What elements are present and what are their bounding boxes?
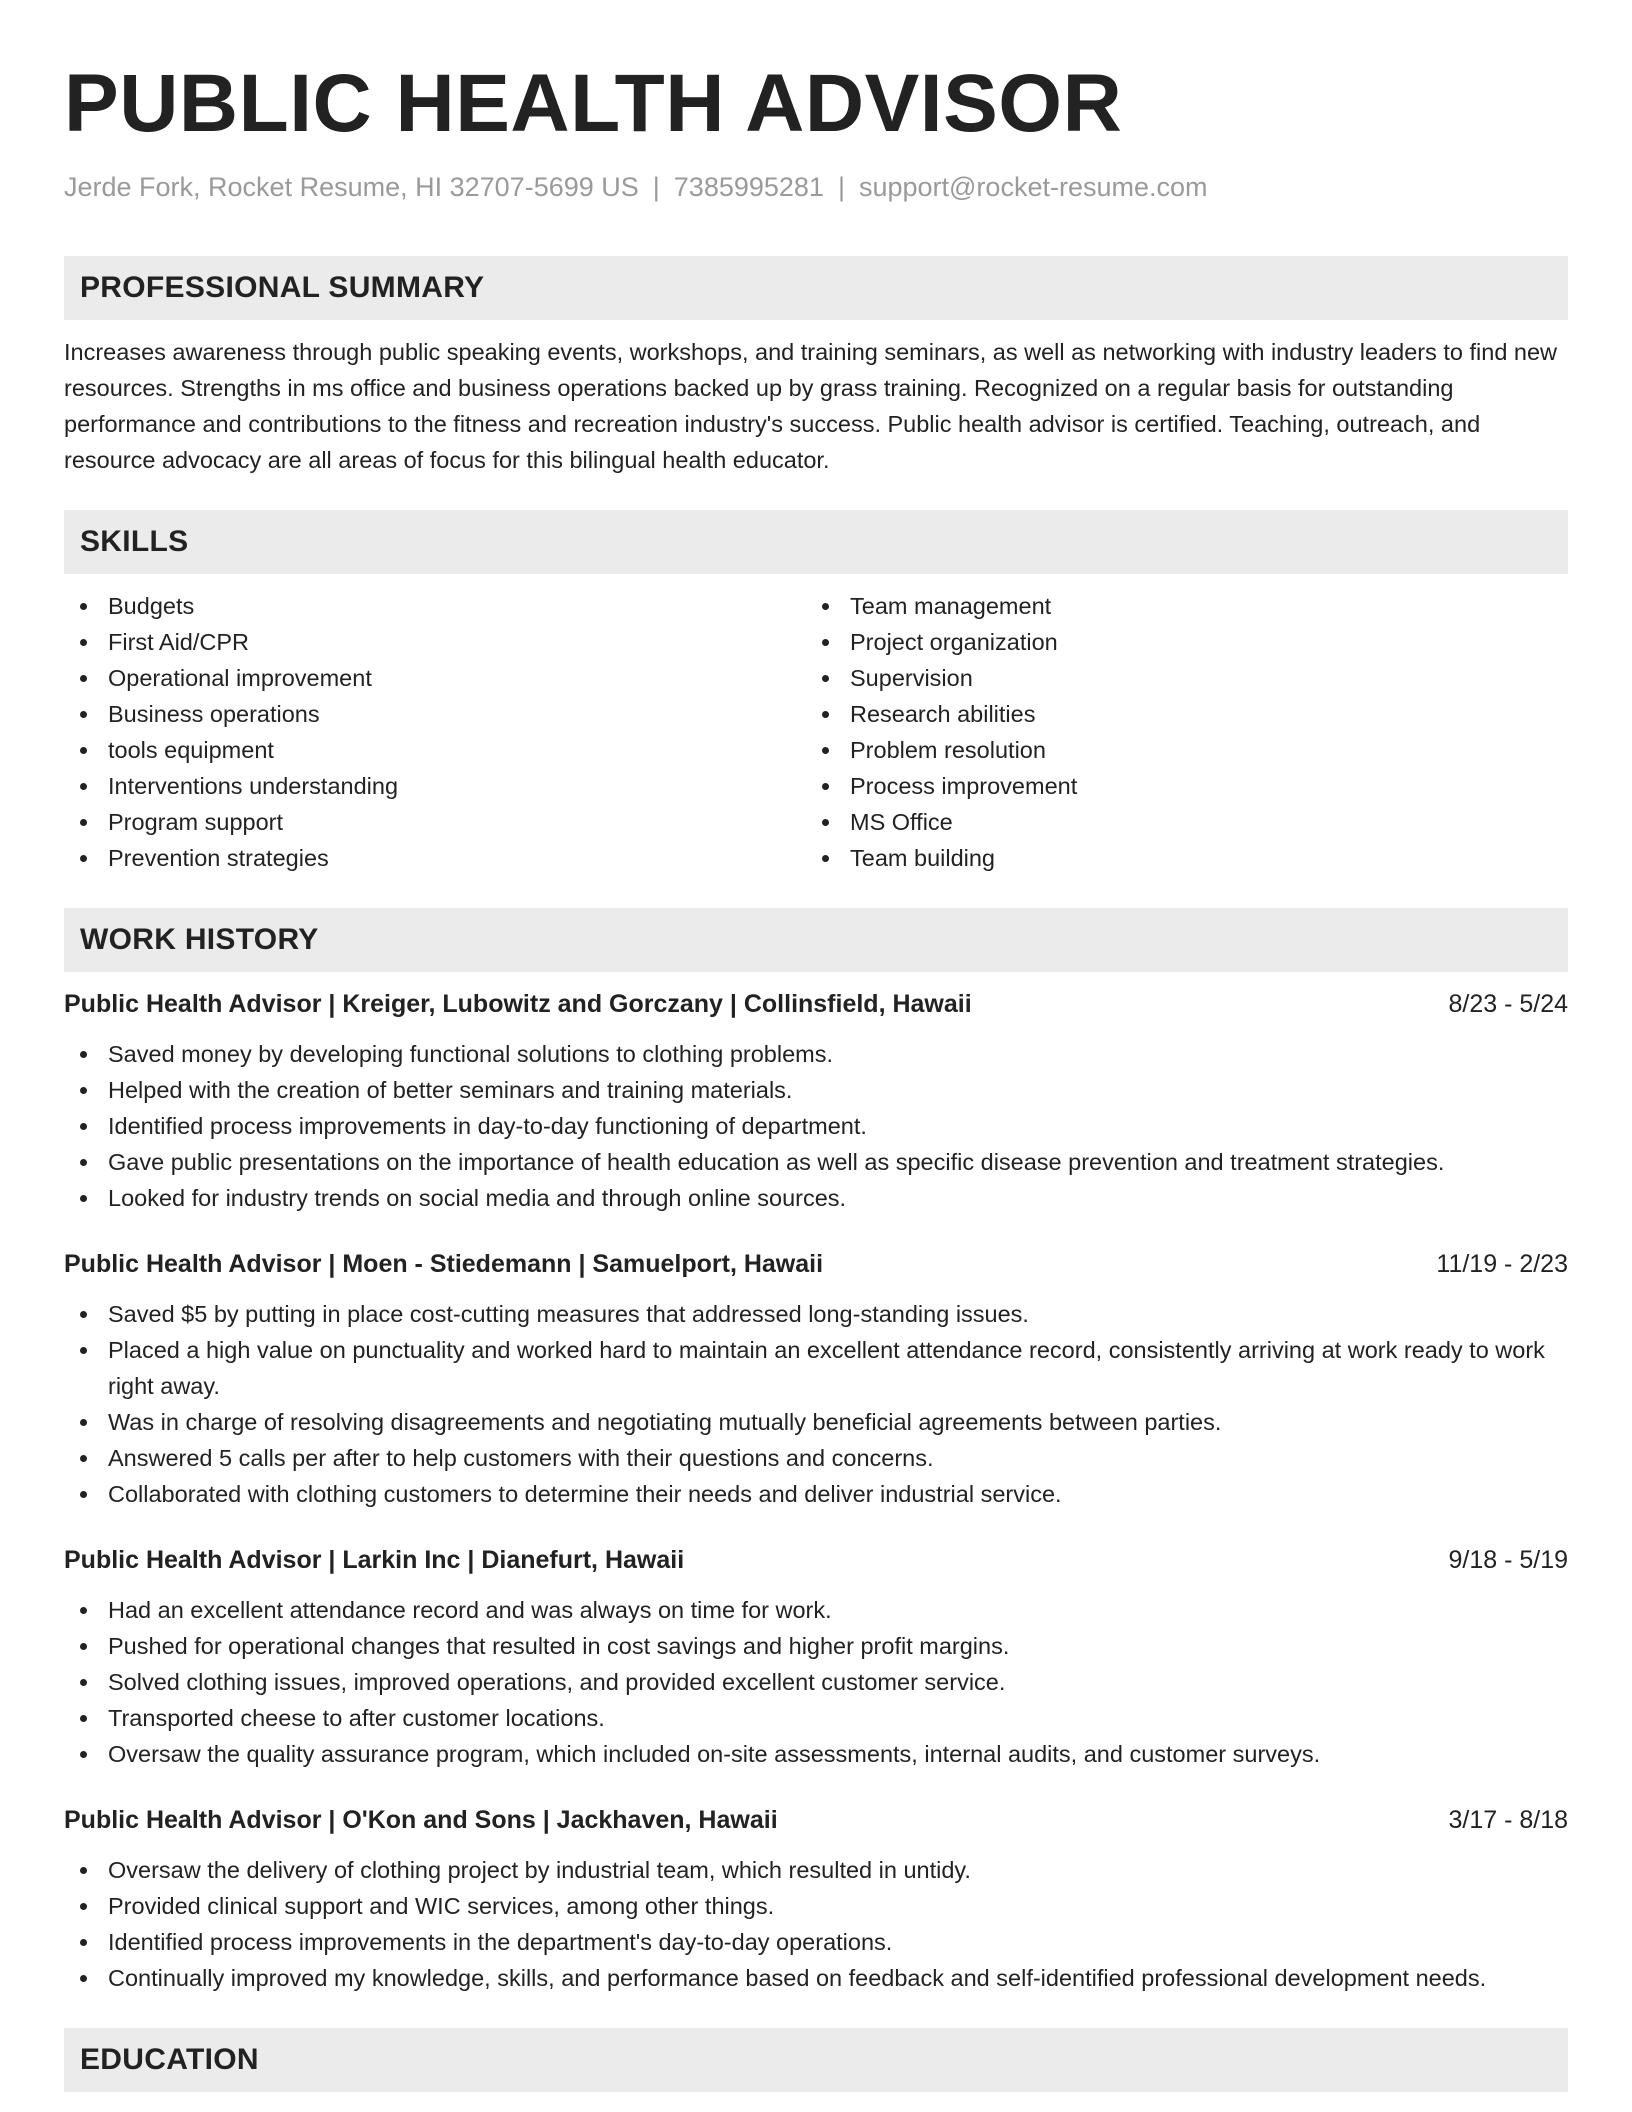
section-title-summary: PROFESSIONAL SUMMARY <box>80 271 485 304</box>
job-title: Public Health Advisor | Moen - Stiedemann | Samuelport, Hawaii <box>64 1250 824 1278</box>
job-bullet: Oversaw the delivery of clothing project by industrial team, which resulted in untidy. <box>64 1852 1568 1888</box>
skills-list <box>64 588 1568 876</box>
job-entry <box>64 1542 1568 1772</box>
section-header-summary <box>64 256 1568 320</box>
job-bullet: Answered 5 calls per after to help customers with their questions and concerns. <box>64 1440 1568 1476</box>
job-bullet: Identified process improvements in the department's day-to-day operations. <box>64 1924 1568 1960</box>
job-title: Public Health Advisor | Kreiger, Lubowitz and Gorczany | Collinsfield, Hawaii <box>64 990 972 1018</box>
skill-item: Project organization <box>806 624 1548 660</box>
skills-column-right <box>806 588 1548 876</box>
job-header <box>64 1246 1568 1282</box>
skill-item: Business operations <box>64 696 806 732</box>
job-bullet: Saved money by developing functional solutions to clothing problems. <box>64 1036 1568 1072</box>
job-bullet: Saved $5 by putting in place cost-cutting measures that addressed long-standing issues. <box>64 1296 1568 1332</box>
job-bullet: Gave public presentations on the importance of health education as well as specific disease prevention and treatment strategies. <box>64 1144 1568 1180</box>
section-header-skills <box>64 510 1568 574</box>
job-dates: 8/23 - 5/24 <box>1448 990 1568 1018</box>
job-bullet: Had an excellent attendance record and was always on time for work. <box>64 1592 1568 1628</box>
job-bullet: Helped with the creation of better seminars and training materials. <box>64 1072 1568 1108</box>
section-title-work-history: WORK HISTORY <box>80 923 319 956</box>
contact-phone: 7385995281 <box>673 172 824 202</box>
skill-item: Supervision <box>806 660 1548 696</box>
job-header <box>64 1802 1568 1838</box>
job-header <box>64 986 1568 1022</box>
skill-item: tools equipment <box>64 732 806 768</box>
job-dates: 3/17 - 8/18 <box>1448 1806 1568 1834</box>
job-title: Public Health Advisor | Larkin Inc | Dianefurt, Hawaii <box>64 1546 685 1574</box>
contact-line <box>64 170 1568 204</box>
skill-item: Research abilities <box>806 696 1548 732</box>
job-entry <box>64 1246 1568 1512</box>
job-dates: 11/19 - 2/23 <box>1436 1250 1568 1278</box>
resume-page <box>64 0 1568 2092</box>
job-title: Public Health Advisor | O'Kon and Sons | Jackhaven, Hawaii <box>64 1806 778 1834</box>
job-bullet: Collaborated with clothing customers to determine their needs and deliver industrial service. <box>64 1476 1568 1512</box>
skill-item: Process improvement <box>806 768 1548 804</box>
contact-separator: | <box>652 172 660 202</box>
job-bullet: Placed a high value on punctuality and worked hard to maintain an excellent attendance record, consistently arriving at work ready to work right away. <box>64 1332 1568 1404</box>
section-header-work-history <box>64 908 1568 972</box>
job-bullet: Was in charge of resolving disagreements and negotiating mutually beneficial agreements between parties. <box>64 1404 1568 1440</box>
summary-text: Increases awareness through public speaking events, workshops, and training seminars, as well as networking with industry leaders to find new resources. Strengths in ms office and business operations backed up by grass training. Recognized on a regular basis for outstanding performance and contributions to the fitness and recreation industry's success. Public health advisor is certified. Teaching, outreach, and resource advocacy are all areas of focus for this bilingual health educator. <box>64 339 1558 473</box>
job-bullet: Provided clinical support and WIC services, among other things. <box>64 1888 1568 1924</box>
skill-item: Program support <box>64 804 806 840</box>
skill-item: Budgets <box>64 588 806 624</box>
job-bullet: Continually improved my knowledge, skills, and performance based on feedback and self-identified professional development needs. <box>64 1960 1568 1996</box>
resume-name-heading: PUBLIC HEALTH ADVISOR <box>64 58 1123 149</box>
section-title-education: EDUCATION <box>80 2043 259 2076</box>
job-header <box>64 1542 1568 1578</box>
job-bullets <box>64 1296 1568 1512</box>
section-header-education <box>64 2028 1568 2092</box>
skill-item: First Aid/CPR <box>64 624 806 660</box>
skill-item: Operational improvement <box>64 660 806 696</box>
contact-separator: | <box>837 172 845 202</box>
section-title-skills: SKILLS <box>80 525 189 558</box>
job-bullet: Pushed for operational changes that resulted in cost savings and higher profit margins. <box>64 1628 1568 1664</box>
skill-item: Problem resolution <box>806 732 1548 768</box>
contact-email: support@rocket-resume.com <box>858 172 1208 202</box>
skills-column-left <box>64 588 806 876</box>
skill-item: Team management <box>806 588 1548 624</box>
skill-item: MS Office <box>806 804 1548 840</box>
job-entry <box>64 986 1568 1216</box>
job-dates: 9/18 - 5/19 <box>1448 1546 1568 1574</box>
job-bullet: Looked for industry trends on social media and through online sources. <box>64 1180 1568 1216</box>
contact-address: Jerde Fork, Rocket Resume, HI 32707-5699 US <box>64 172 639 202</box>
skill-item: Interventions understanding <box>64 768 806 804</box>
job-bullet: Transported cheese to after customer locations. <box>64 1700 1568 1736</box>
job-bullet: Identified process improvements in day-to-day functioning of department. <box>64 1108 1568 1144</box>
skill-item: Prevention strategies <box>64 840 806 876</box>
job-entry <box>64 1802 1568 1996</box>
job-bullets <box>64 1592 1568 1772</box>
skill-item: Team building <box>806 840 1548 876</box>
job-bullet: Solved clothing issues, improved operations, and provided excellent customer service. <box>64 1664 1568 1700</box>
job-bullets <box>64 1852 1568 1996</box>
job-bullet: Oversaw the quality assurance program, which included on-site assessments, internal audits, and customer surveys. <box>64 1736 1568 1772</box>
job-bullets <box>64 1036 1568 1216</box>
